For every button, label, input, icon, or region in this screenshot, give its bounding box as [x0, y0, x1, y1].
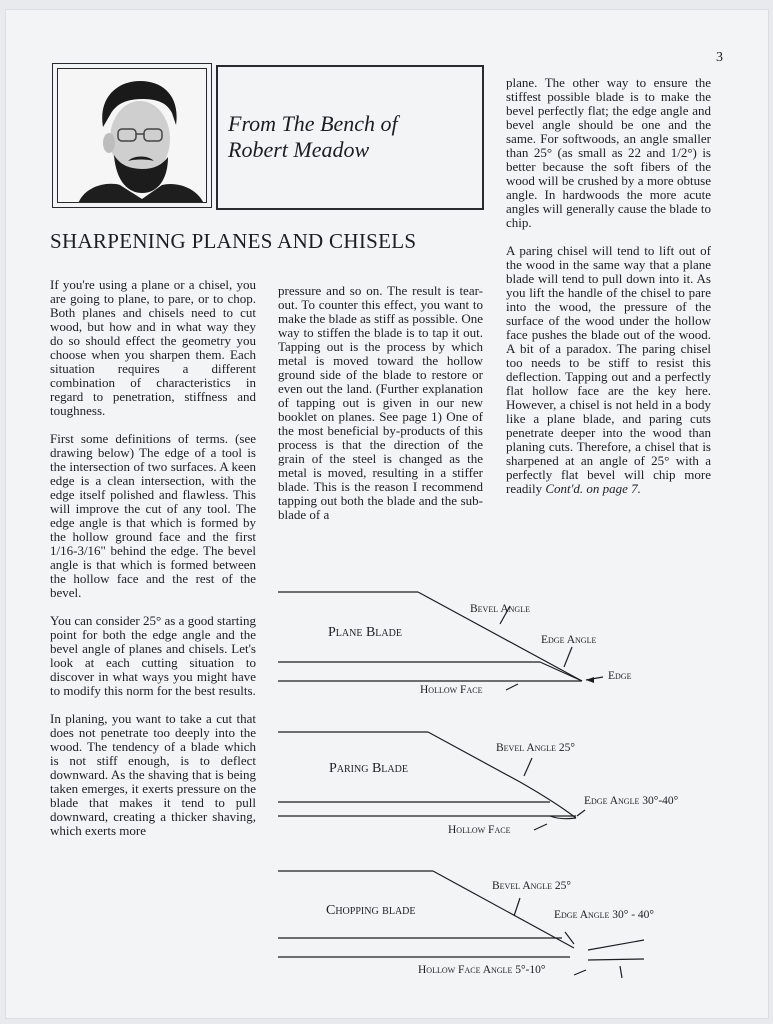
chopping-edge-angle-label: Edge Angle 30° - 40°: [554, 909, 654, 921]
paring-blade-title: Paring Blade: [329, 761, 408, 776]
continued-note: Cont'd. on page 7.: [545, 481, 641, 496]
plane-bevel-angle-label: Bevel Angle: [470, 603, 530, 615]
article-headline: SHARPENING PLANES AND CHISELS: [50, 229, 417, 253]
plane-hollow-face-label: Hollow Face: [420, 684, 483, 696]
paragraph: plane. The other way to ensure the stiffest possible blade is to make the bevel perfectly flat; the edge angle and bevel angle should be one and the same. For softwoods, an angle smaller than 25° (as small as 22 and 1/2°) is better because the soft fibers of the wood will be crushed by a more obtuse angle. In hardwoods the more acute angles will generally cause the blade to chip.: [506, 75, 711, 230]
blade-angle-diagram: [270, 580, 690, 985]
paragraph: If you're using a plane or a chisel, you are going to plane, to pare, or to chop. Both planes and chisels need to cut wood, but how and in what way they do so should effect the geometry you choose when you sharpen them. Each situation requires a different combination of characteristics in regard to penetration, stiffness and toughness.: [50, 277, 256, 418]
paragraph: [506, 244, 711, 496]
column-title-line-2: Robert Meadow: [228, 137, 370, 162]
blade-diagram-lines: [270, 580, 690, 985]
column-2: [278, 284, 483, 536]
page-number: 3: [716, 50, 723, 65]
paring-bevel-angle-label: Bevel Angle 25°: [496, 742, 575, 754]
paragraph: pressure and so on. The result is tear-out. To counter this effect, you want to make the blade as stiff as possible. One way to stiffen the blade is to tap it out. Tapping out is the process by which metal is moved toward the hollow ground side of the blade to restore or even out the land. (Further explanation of tapping out is given in our new booklet on planes. See page 1) One of the most beneficial by-products of this process is that the direction of the grain of the steel is changed as the metal is moved, resulting in a stiffer blade. This is the reason I recommend tapping out both the blade and the sub-blade of a: [278, 283, 483, 522]
column-title-box: [216, 65, 484, 210]
paragraph: You can consider 25° as a good starting point for both the edge angle and the bevel angle of planes and chisels. Let's look at each cutting situation to discover in what ways you might have to modify this norm for the best results.: [50, 613, 256, 698]
plane-edge-label: Edge: [608, 670, 632, 682]
column-1: [50, 278, 256, 852]
paragraph: In planing, you want to take a cut that does not penetrate too deeply into the wood. The tendency of a blade which is not stiff enough, is to deflect downward. As the shaving that is being taken emerges, it exerts pressure on the blade that makes it tend to pull downward, creating a thicker shaving, which exerts more: [50, 711, 256, 838]
chopping-hollow-face-label: Hollow Face Angle 5°-10°: [418, 964, 546, 976]
chopping-bevel-angle-label: Bevel Angle 25°: [492, 880, 571, 892]
paring-edge-angle-label: Edge Angle 30°-40°: [584, 795, 679, 807]
plane-edge-angle-label: Edge Angle: [541, 634, 597, 646]
plane-blade-title: Plane Blade: [328, 625, 402, 640]
column-3: [506, 76, 711, 510]
author-portrait-image: [58, 69, 207, 203]
chopping-blade-title: Chopping blade: [326, 903, 416, 918]
column-title-line-1: From The Bench of: [228, 111, 398, 136]
paragraph: First some definitions of terms. (see drawing below) The edge of a tool is the intersection of two surfaces. A keen edge is a clean intersection, with the edge itself polished and flawless. This will improve the cut of any tool. The edge angle is that which is formed by the hollow ground face and the first 1/16-3/16" behind the edge. The bevel angle is that which is formed between the hollow face and the rest of the bevel.: [50, 431, 256, 600]
author-photo: [57, 68, 207, 203]
paragraph-text: A paring chisel will tend to lift out of the wood in the same way that a plane blade will tend to pull down into it. As you lift the handle of the chisel to pare into the wood, the pressure of the surface of the wood under the hollow face pushes the blade out of the wood. A bit of a paradox. The paring chisel too needs to be stiff to resist this deflection. Tapping out and a perfectly flat hollow face are the key here. However, a chisel is not held in a body like a plane blade, and paring cuts penetrate deeper into the wood than planing cuts. Therefore, a chisel that is sharpened at an angle of 25° with a perfectly flat bevel will chip more readily: [506, 243, 711, 496]
author-photo-frame: [52, 63, 212, 208]
paring-hollow-face-label: Hollow Face: [448, 824, 511, 836]
